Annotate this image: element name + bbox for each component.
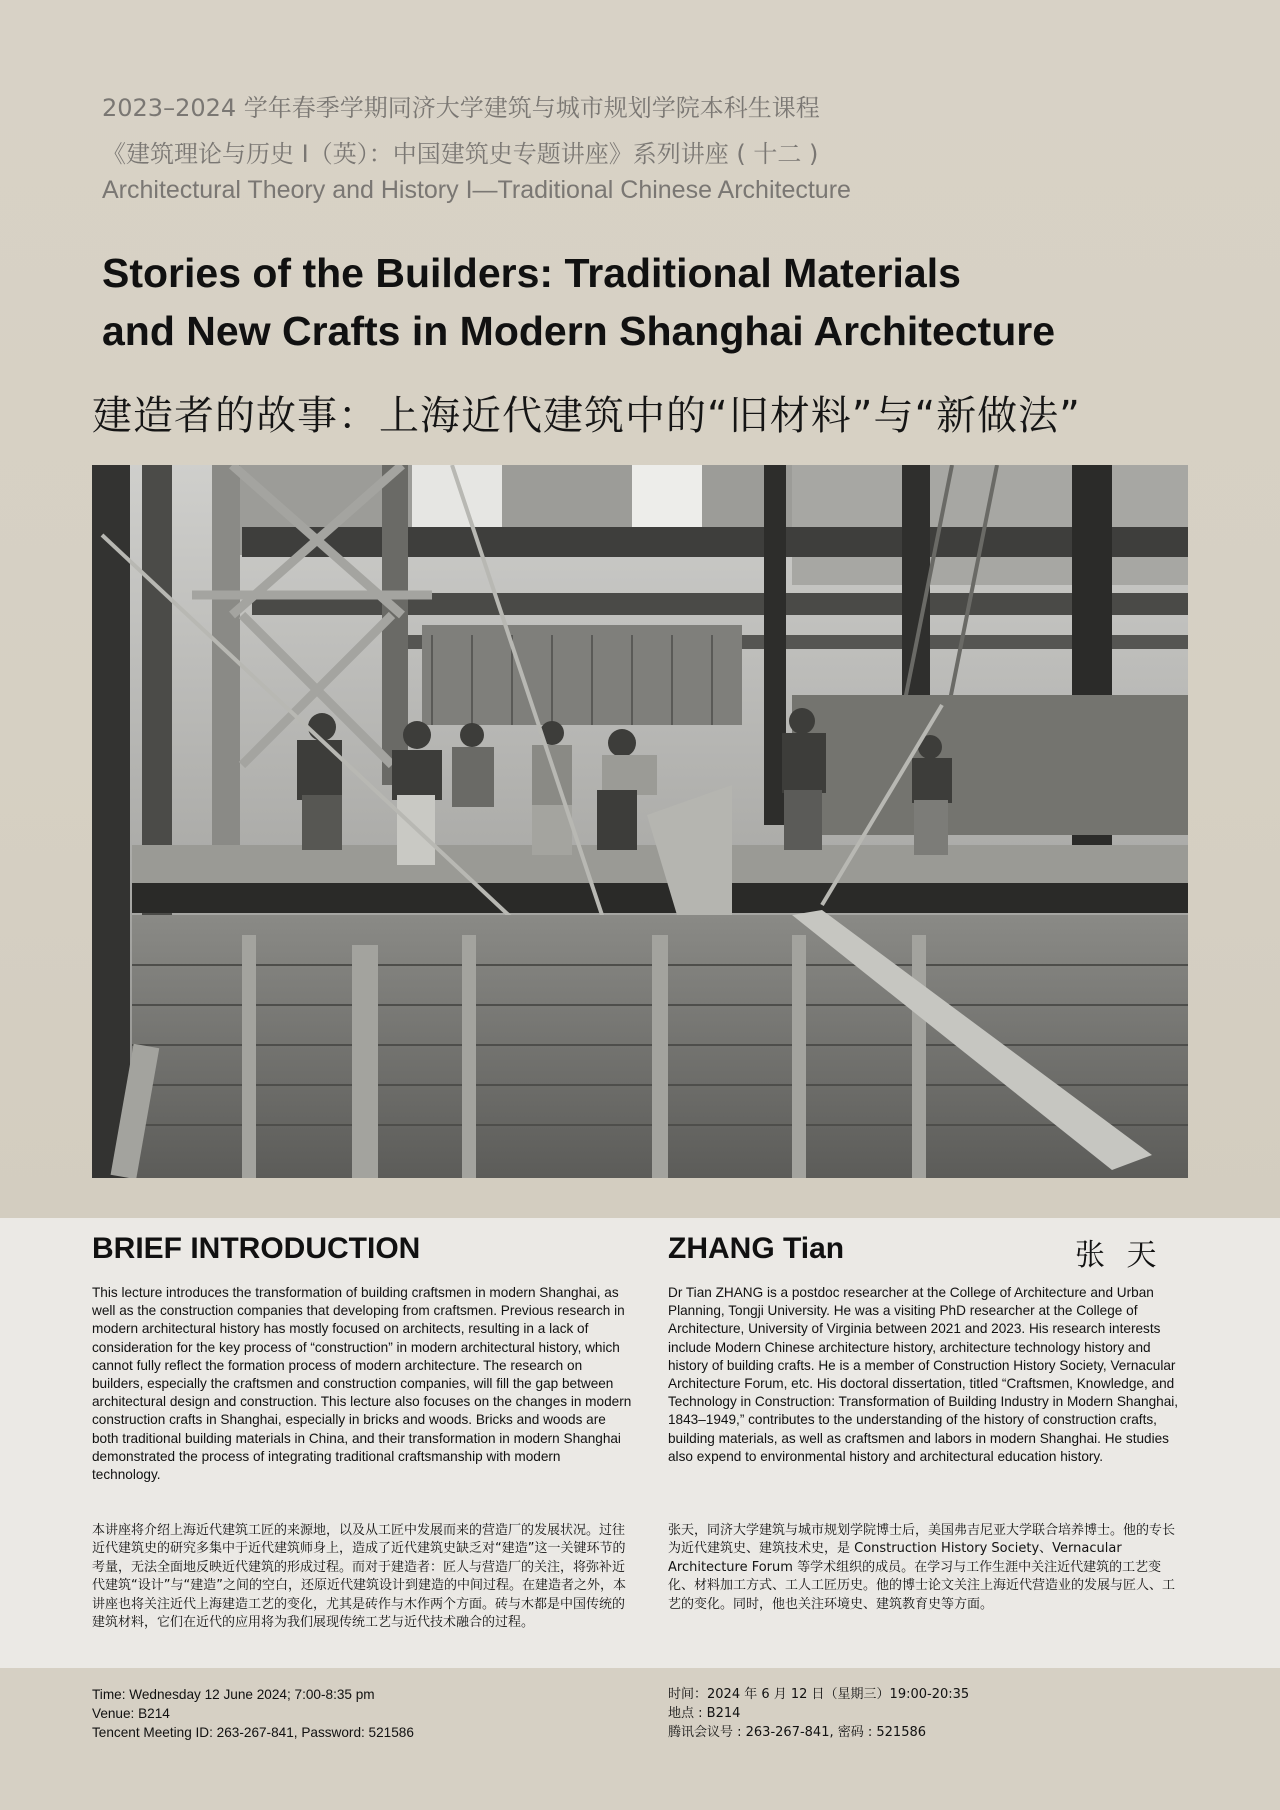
lecture-title-en-line2: and New Crafts in Modern Shanghai Architecture [102,308,1056,354]
series-line-cn: 《建筑理论与历史 I（英）：中国建筑史专题讲座》系列讲座 ( 十二 ) [102,140,819,168]
lecture-title-cn: 建造者的故事：上海近代建筑中的“旧材料”与“新做法” [92,393,1081,439]
speaker-name-cn: 张 天 [1075,1238,1163,1273]
lecture-title-en-line1: Stories of the Builders: Traditional Materials [102,250,961,296]
introduction-text-cn: 本讲座将介绍上海近代建筑工匠的来源地，以及从工匠中发展而来的营造厂的发展状况。过往近代建筑史的研究多集中于近代建筑师身上，造成了近代建筑史缺乏对“建造”这一关键环节的考量，无法全面地反映近代建筑的形成过程。而对于建造者：匠人与营造厂的关注，将弥补近代建筑“设计”与“建造”之间的空白，还原近代建筑设计到建造的中间过程。在建造者之外，本讲座也将关注近代上海建造工艺的变化，尤其是砖作与木作两个方面。砖与木都是中国传统的建筑材料，它们在近代的应用将为我们展现传统工艺与近代技术融合的过程。 [92,1523,626,1631]
event-time-cn: 时间：2024 年 6 月 12 日（星期三）19:00-20:35 [668,1687,970,1702]
course-line-en: Architectural Theory and History I—Traditional Chinese Architecture [102,176,851,204]
course-line-cn: 2023–2024 学年春季学期同济大学建筑与城市规划学院本科生课程 [102,94,820,122]
event-venue-en: Venue: B214 [92,1706,170,1721]
event-info-en [92,1685,414,1742]
lecture-title-en [102,244,1222,360]
introduction-heading: BRIEF INTRODUCTION [92,1232,421,1265]
event-meeting-en: Tencent Meeting ID: 263-267-841, Password: 521586 [92,1725,414,1740]
speaker-bio-en: Dr Tian ZHANG is a postdoc researcher at the College of Architecture and Urban Planning, Tongji University. He was a visiting PhD researcher at the College of Architecture, University of Virginia between 2021 and 2023. His research interests include Modern Chinese architecture history, architecture technology history and history of building crafts. He is a member of Construction History Society, Vernacular Architecture Forum, etc. His doctoral dissertation, titled “Craftsmen, Knowledge, and Technology in Construction: Transformation of Building Industry in Modern Shanghai, 1843–1949,” contributes to the understanding of the history of construction crafts, building materials, as well as craftsmen and labors in modern Shanghai. He studies also expend to environmental history and architectural education history. [668,1285,1179,1464]
event-meeting-cn: 腾讯会议号 : 263-267-841, 密码 : 521586 [668,1725,927,1740]
event-info-cn [668,1685,969,1742]
speaker-bio-cn: 张天，同济大学建筑与城市规划学院博士后，美国弗吉尼亚大学联合培养博士。他的专长为近代建筑史、建筑技术史，是 Construction History Society、Vernacular Architecture Forum 等学术组织的成员。在学习与工作生涯中关注近代建筑的工艺变化、材料加工方式、工人工匠历史。他的博士论文关注上海近代营造业的发展与匠人、工艺的变化。同时，他也关注环境史、建筑教育史等方面。 [668,1523,1176,1612]
construction-site-photo [92,465,1188,1178]
introduction-text-en: This lecture introduces the transformation of building craftsmen in modern Shanghai, as well as the construction companies that developing from craftsmen. Previous research in modern architectural history has mostly focused on architects, resulting in a lack of consideration for the key process of “construction” in modern architectural history, which cannot fully reflect the formation process of modern architecture. The research on builders, especially the craftsmen and construction companies, will fill the gap between architectural design and construction. This lecture also focuses on the changes in modern construction crafts in Shanghai, especially in bricks and woods. Bricks and woods are both traditional building materials in China, and their transformation in modern Shanghai demonstrated the process of integrating traditional craftsmanship with modern technology. [92,1285,632,1483]
event-time-en: Time: Wednesday 12 June 2024; 7:00-8:35 pm [92,1687,375,1702]
event-venue-cn: 地点 : B214 [668,1706,741,1721]
speaker-name-en: ZHANG Tian [668,1232,845,1265]
